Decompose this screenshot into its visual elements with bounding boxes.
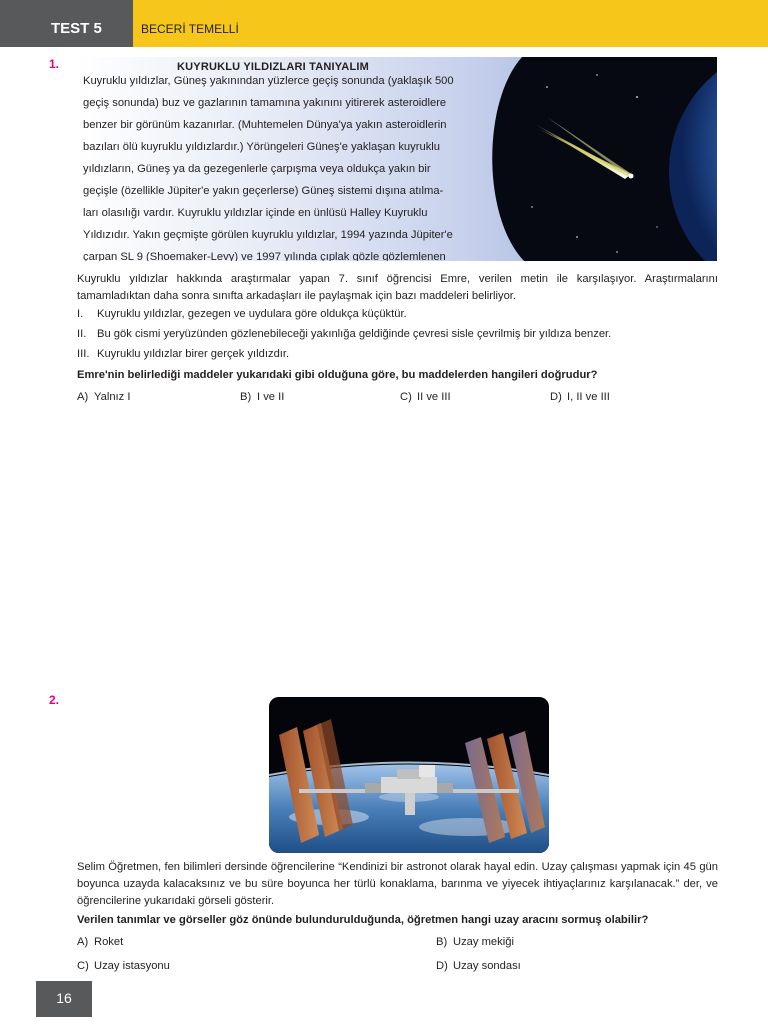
reading-line: yıldızların, Güneş ya da gezegenlerle çarpışma veya oldukça yakın bir — [83, 163, 431, 175]
reading-line: çarpan SL 9 (Shoemaker-Levy) ve 1997 yılında çıplak gözle gözlemlenen — [83, 251, 446, 261]
space-station-photo — [269, 697, 549, 853]
answer-option-d[interactable] — [436, 960, 521, 972]
reading-line: bazıları ölü kuyruklu yıldızlardır.) Yörüngeleri Güneş'e yaklaşan kuyruklu — [83, 141, 440, 153]
option-text: Uzay sondası — [453, 960, 521, 972]
statement-text: Bu gök cismi yeryüzünden gözlenebileceği yakınlığa geldiğinde çevresi sisle çevrilmiş bir yıldıza benzer. — [97, 328, 612, 340]
option-letter: A) — [77, 391, 89, 403]
test-label: TEST 5 — [51, 20, 102, 37]
question-2-stem: Selim Öğretmen, fen bilimleri dersinde öğrencilerine “Kendinizi bir astronot olarak hayal edin. Uzay çalışması yapmak için 45 gün boyunca uzayda kalacaksınız ve bu süre boyunca her türlü konaklama, barınma ve yiyecek ihtiyaçlarınız karşılanacak.” der, ve öğrencilerine yukarıdaki görseli gösterir. — [77, 861, 718, 907]
statement-item — [77, 348, 289, 360]
option-letter: A) — [77, 936, 89, 948]
option-text: I, II ve III — [567, 391, 610, 403]
reading-line: benzer bir görünüm kazanırlar. (Muhtemelen Dünya'ya yakın asteroidlerin — [83, 119, 447, 131]
option-text: I ve II — [257, 391, 285, 403]
page-number-box — [36, 981, 92, 1017]
question-1-number: 1. — [49, 57, 60, 71]
option-text: Uzay mekiği — [453, 936, 514, 948]
answer-option-b[interactable] — [436, 936, 514, 948]
answer-option-c[interactable] — [400, 391, 451, 403]
answer-option-b[interactable] — [240, 391, 284, 403]
option-letter: D) — [436, 960, 448, 972]
statement-item — [77, 328, 611, 340]
test-label-box — [0, 0, 133, 47]
question-2-prompt: Verilen tanımlar ve görseller göz önünde bulundurulduğunda, öğretmen hangi uzay aracını sormuş olabilir? — [77, 914, 649, 926]
statement-numeral: I. — [77, 308, 84, 320]
question-1-stem: Kuyruklu yıldızlar hakkında araştırmalar yapan 7. sınıf öğrencisi Emre, verilen metin ile karşılaşıyor. Araştırmalarını tamamladıktan daha sonra sınıfta arkadaşları ile paylaşmak için bazı maddeleri belirliyor. — [77, 273, 718, 302]
option-letter: B) — [436, 936, 448, 948]
reading-line: geçişle (özellikle Jüpiter'e yakın geçerlerse) Güneş sistemi dışına atılma- — [83, 185, 444, 197]
statement-text: Kuyruklu yıldızlar birer gerçek yıldızdır. — [97, 348, 290, 360]
statement-text: Kuyruklu yıldızlar, gezegen ve uydulara göre oldukça küçüktür. — [97, 308, 407, 320]
option-letter: B) — [240, 391, 252, 403]
option-letter: D) — [550, 391, 562, 403]
reading-panel — [77, 57, 717, 261]
option-text: Yalnız I — [94, 391, 131, 403]
statement-numeral: II. — [77, 328, 87, 340]
answer-option-d[interactable] — [550, 391, 610, 403]
option-text: Roket — [94, 936, 124, 948]
answer-option-a[interactable] — [77, 391, 130, 403]
question-2-number: 2. — [49, 693, 60, 707]
question-1-prompt: Emre'nin belirlediği maddeler yukarıdaki gibi olduğuna göre, bu maddelerden hangileri doğrudur? — [77, 369, 598, 381]
option-text: Uzay istasyonu — [94, 960, 170, 972]
reading-line: geçiş sonunda) buz ve gazlarının tamamına yakınını yitirerek asteroidlere — [83, 97, 447, 109]
statement-item — [77, 308, 407, 320]
reading-text — [83, 70, 491, 261]
page-number: 16 — [56, 990, 72, 1006]
statement-numeral: III. — [77, 348, 90, 360]
reading-line: Yıldızıdır. Yakın geçmişte görülen kuyruklu yıldızlar, 1994 yazında Jüpiter'e — [83, 229, 453, 241]
reading-line: ları olasılığı vardır. Kuyruklu yıldızlar içinde en ünlüsü Halley Kuyruklu — [83, 207, 428, 219]
reading-line: Kuyruklu yıldızlar, Güneş yakınından yüzlerce geçiş sonunda (yaklaşık 500 — [83, 75, 454, 87]
reading-title: KUYRUKLU YILDIZLARI TANIYALIM — [177, 61, 369, 73]
section-label: BECERİ TEMELLİ — [141, 22, 239, 36]
answer-option-a[interactable] — [77, 936, 123, 948]
answer-option-c[interactable] — [77, 960, 170, 972]
option-text: II ve III — [417, 391, 451, 403]
option-letter: C) — [400, 391, 412, 403]
option-letter: C) — [77, 960, 89, 972]
